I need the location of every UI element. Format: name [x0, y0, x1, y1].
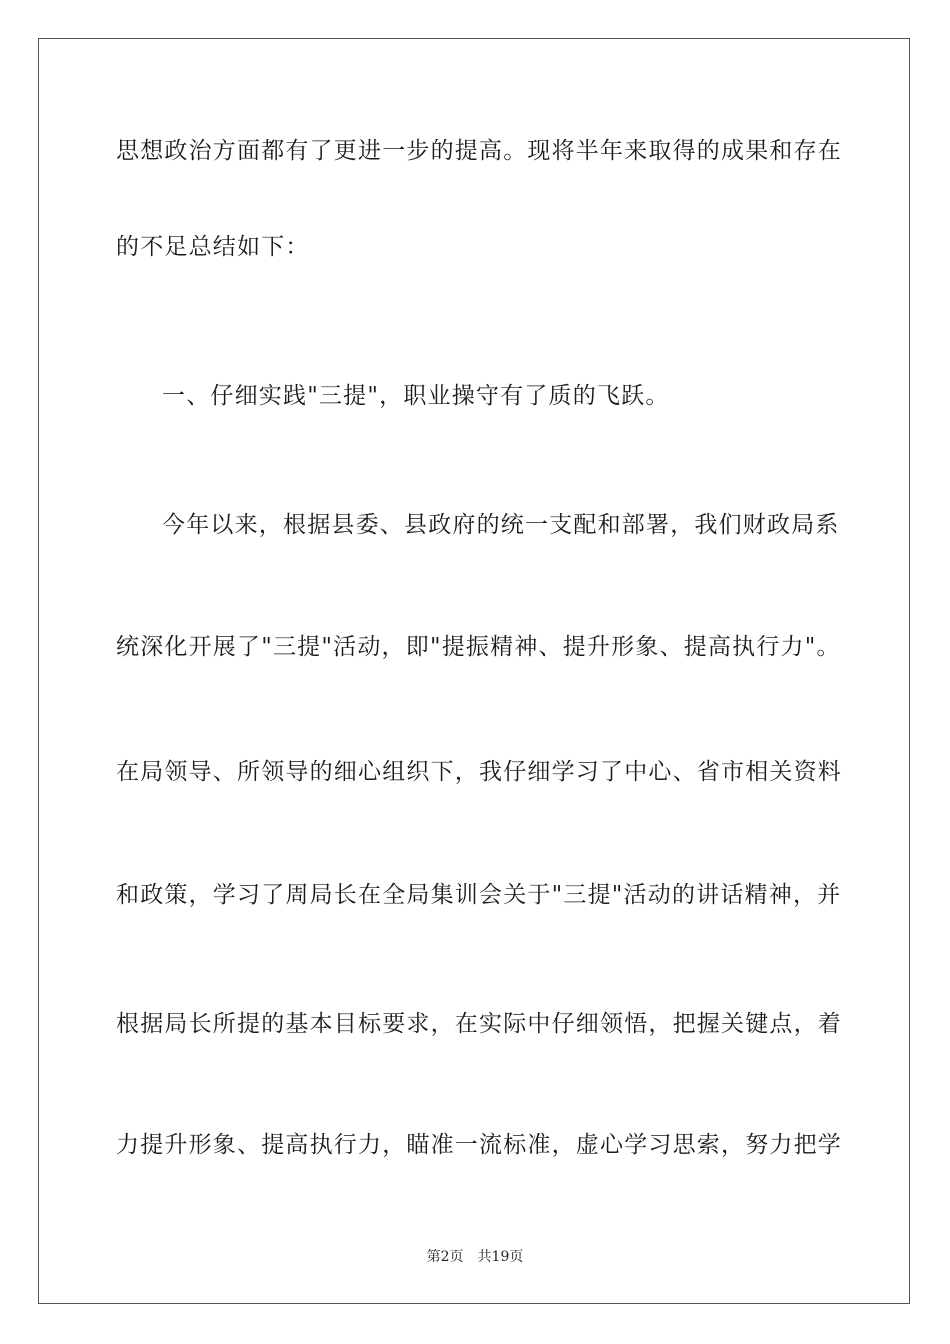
text-line-1: 思想政治方面都有了更进一步的提高。现将半年来取得的成果和存在 — [116, 138, 842, 164]
text-line-4: 今年以来，根据县委、县政府的统一支配和部署，我们财政局系 — [162, 512, 840, 538]
page-total: 共19页 — [477, 1249, 524, 1265]
text-line-6: 在局领导、所领导的细心组织下，我仔细学习了中心、省市相关资料 — [116, 759, 842, 785]
page-border — [38, 38, 910, 1304]
page-number: 第2页 — [426, 1249, 464, 1265]
text-line-9: 力提升形象、提高执行力，瞄准一流标准，虚心学习思索，努力把学 — [116, 1132, 842, 1158]
text-line-2: 的不足总结如下： — [116, 234, 310, 260]
section-heading: 一、仔细实践"三提"，职业操守有了质的飞跃。 — [162, 383, 670, 409]
text-line-8: 根据局长所提的基本目标要求，在实际中仔细领悟，把握关键点，着 — [116, 1011, 842, 1037]
text-line-7: 和政策，学习了周局长在全局集训会关于"三提"活动的讲话精神，并 — [116, 882, 842, 908]
text-line-5: 统深化开展了"三提"活动，即"提振精神、提升形象、提高执行力"。 — [116, 634, 841, 660]
page-footer — [0, 1248, 950, 1266]
